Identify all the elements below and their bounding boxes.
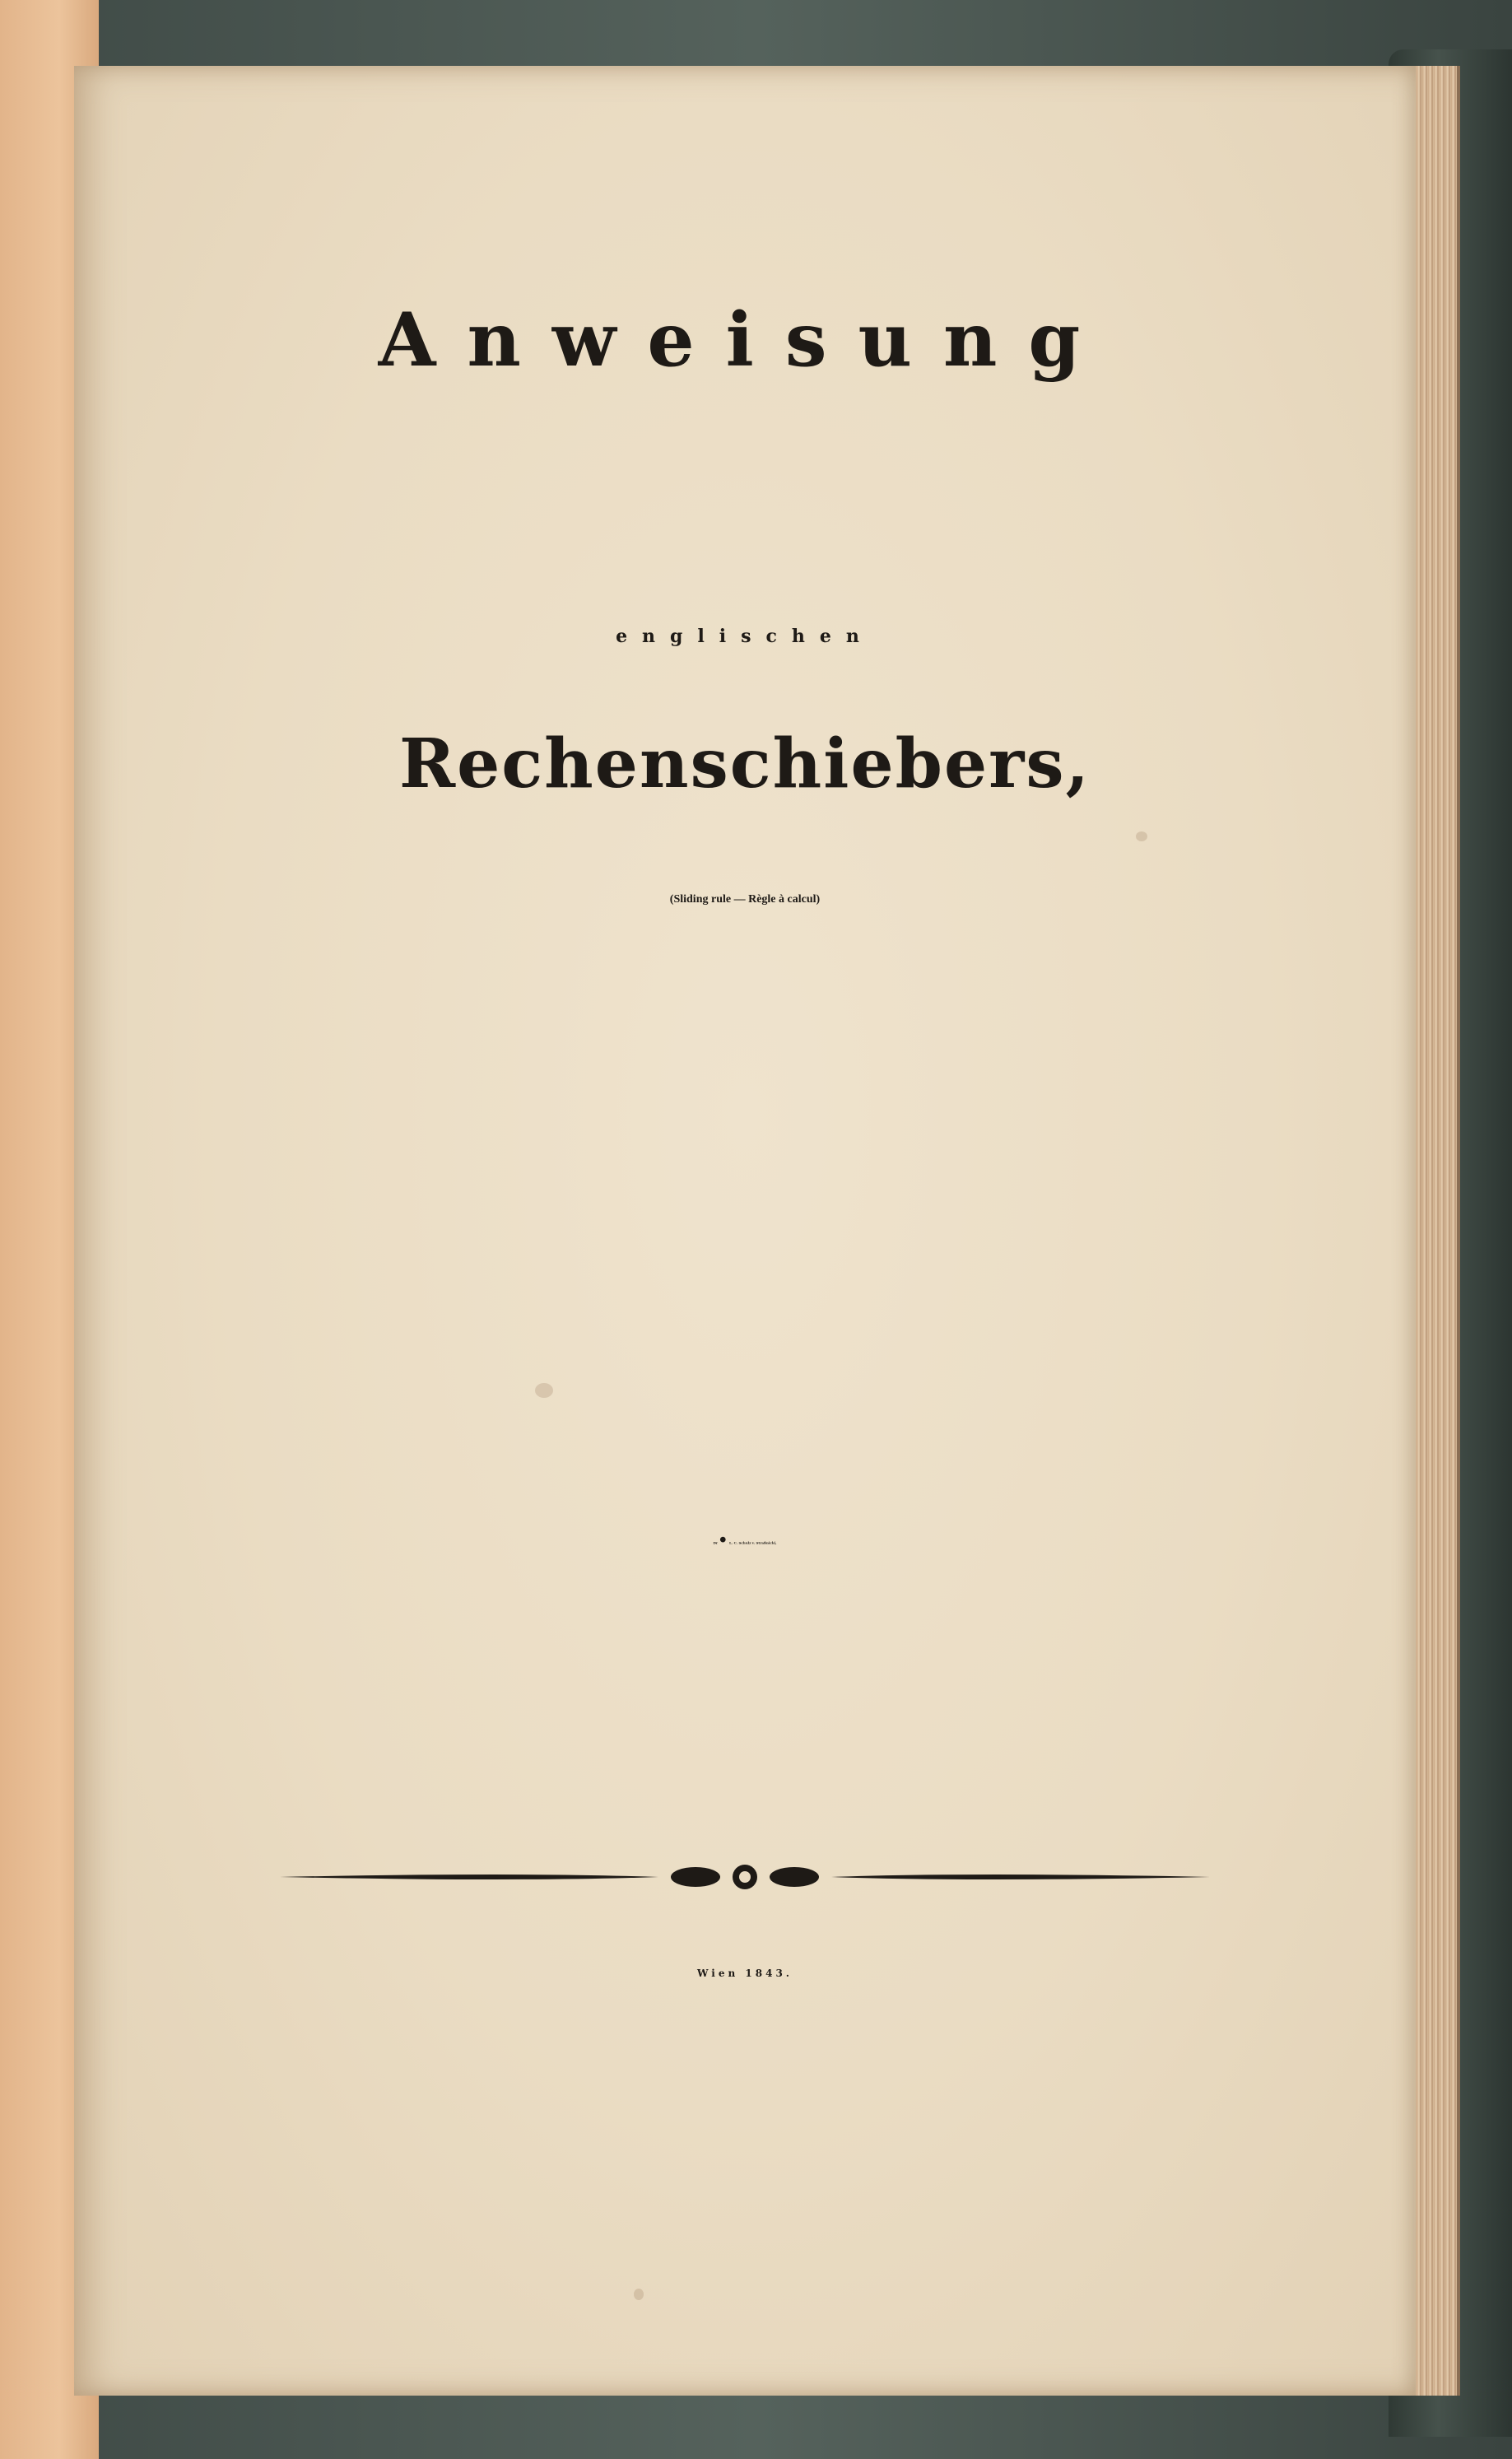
foxing-spot [535, 1383, 553, 1398]
title-page [74, 66, 1416, 2396]
description-line [74, 1241, 1416, 1291]
title-line-englischen: englischen [616, 626, 874, 647]
description-line [74, 1091, 1416, 1140]
subtitle: (Sliding rule — Règle à calcul) [669, 893, 821, 906]
author-name-text: L. C. Schulz v. Straßnicki, [728, 1540, 777, 1545]
foxing-spot [634, 2289, 644, 2300]
description-line [74, 1041, 1416, 1091]
title-line-rechenschiebers: Rechenschiebers, [398, 724, 1091, 803]
author-title: Dr [713, 1540, 719, 1545]
title-main: Anweisung [378, 296, 1112, 384]
author-name [74, 1515, 1416, 1549]
foxing-spot [1136, 831, 1147, 841]
place-year: Wien 1843. [697, 1968, 793, 1979]
description-line [74, 1289, 1416, 1339]
description-line [74, 1190, 1416, 1240]
description-line [74, 990, 1416, 1040]
description-line [74, 1141, 1416, 1190]
author-title-dot: . [718, 1515, 728, 1549]
ornament-rule [272, 1861, 1218, 1893]
